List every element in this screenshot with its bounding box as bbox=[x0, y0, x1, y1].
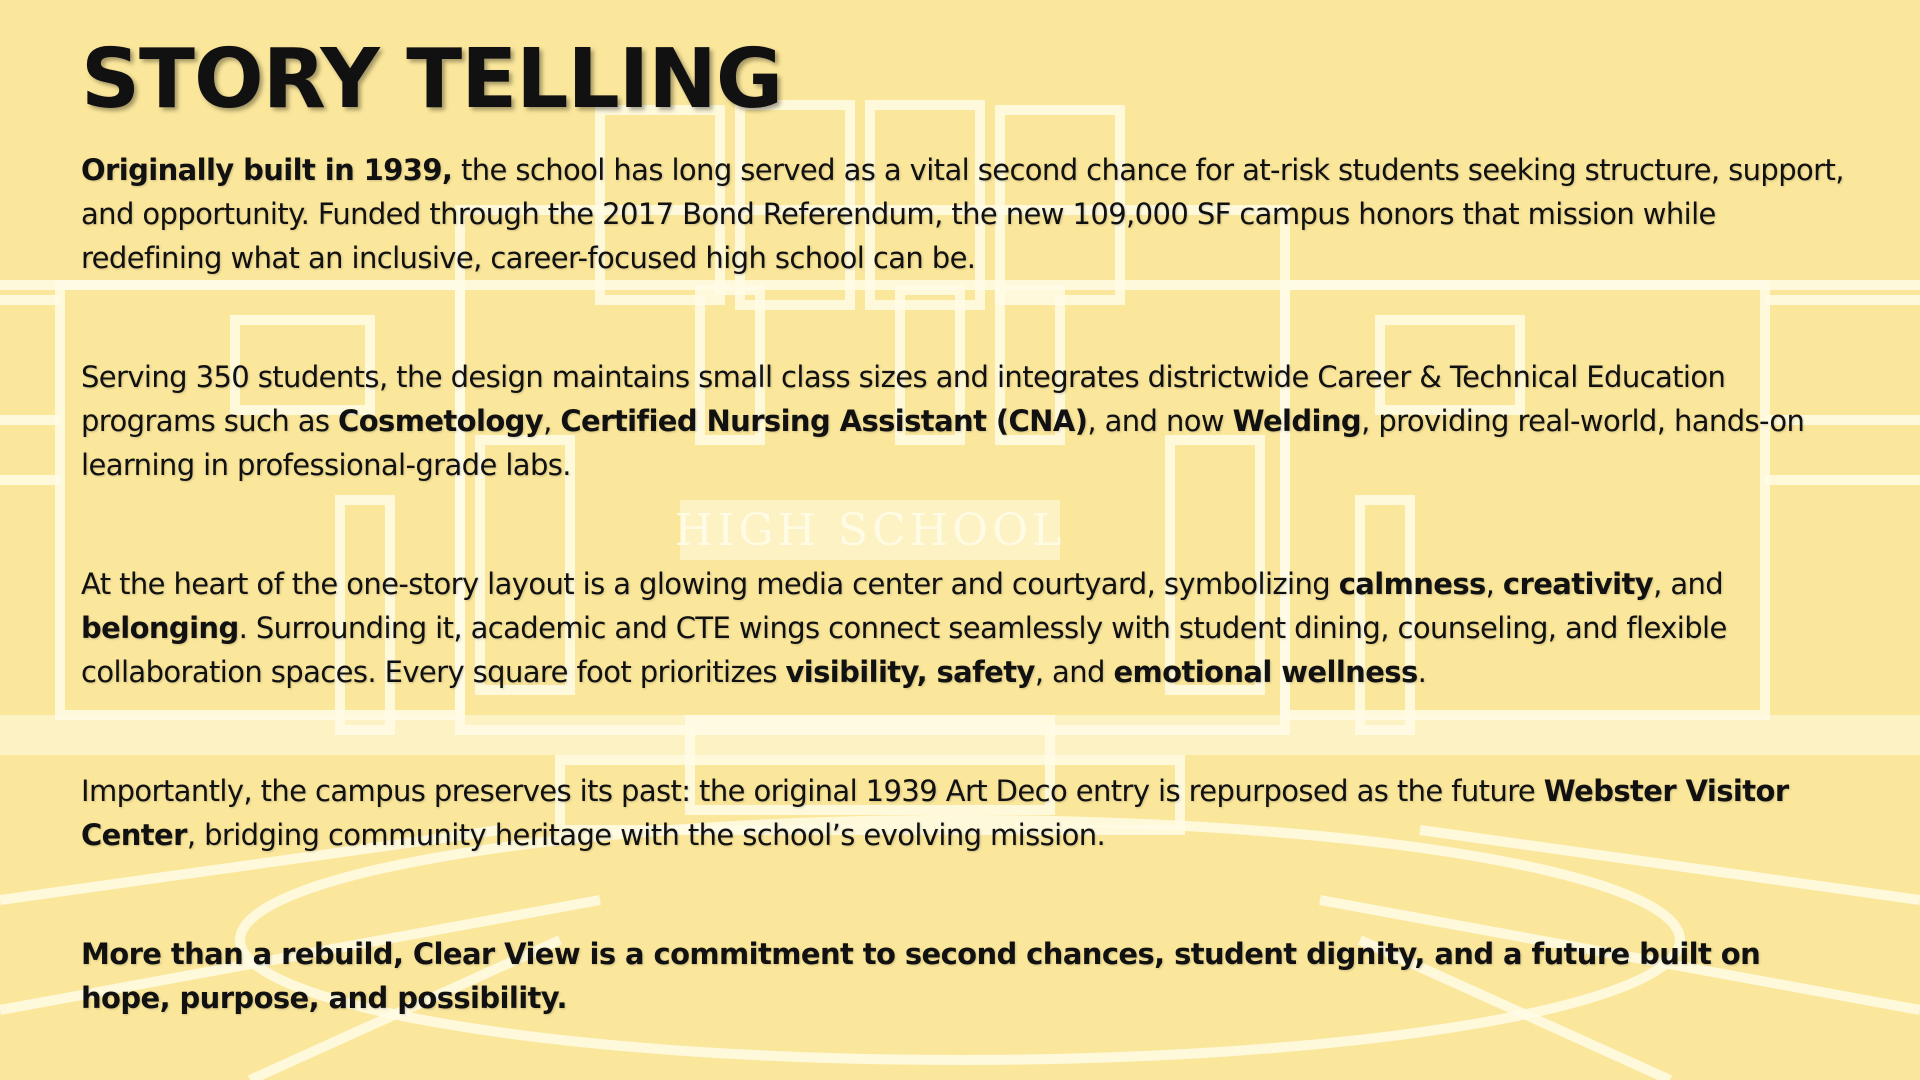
high-school-sign: HIGH SCHOOL bbox=[674, 505, 1066, 556]
text-span: . Surrounding it, academic and CTE wings connect seamlessly with student dining, counseling, and flexible collaboration spaces. Every square foot prioritizes bbox=[81, 611, 1727, 689]
text-span: Serving 350 students, the design maintains small class sizes and integrates districtwide Career & Technical Education programs such as bbox=[81, 360, 1726, 438]
emphasis-cna: Certified Nursing Assistant (CNA) bbox=[560, 404, 1088, 438]
emphasis-welding: Welding bbox=[1232, 404, 1362, 438]
text-span: , and bbox=[1034, 655, 1114, 689]
text-span: , bbox=[1485, 567, 1503, 601]
emphasis-belonging: belonging bbox=[81, 611, 239, 645]
emphasis-creativity: creativity bbox=[1502, 567, 1654, 601]
slide-content bbox=[81, 30, 1851, 1020]
text-span: At the heart of the one-story layout is a glowing media center and courtyard, symbolizing bbox=[81, 567, 1339, 601]
text-span: , and bbox=[1653, 567, 1724, 601]
paragraph-heritage bbox=[81, 769, 1851, 857]
text-span: , bbox=[543, 404, 561, 438]
paragraph-layout bbox=[81, 562, 1851, 694]
emphasis-webster-visitor-center: Webster Visitor Center bbox=[81, 774, 1789, 852]
paragraph-closing bbox=[81, 932, 1851, 1020]
text-span: . bbox=[1417, 655, 1427, 689]
paragraph-programs bbox=[81, 355, 1851, 487]
paragraph-history bbox=[81, 148, 1851, 280]
text-span: the school has long served as a vital second chance for at-risk students seeking structure, support, and opportunity. Funded through the 2017 Bond Referendum, the new 109,000 SF campus honors that mission while redefining what an inclusive, career-focused high school can be. bbox=[81, 153, 1844, 275]
emphasis-built-1939: Originally built in 1939, bbox=[81, 153, 453, 187]
emphasis-visibility-safety: visibility, safety bbox=[785, 655, 1035, 689]
slide-title: STORY TELLING bbox=[81, 32, 783, 127]
text-span: , bridging community heritage with the school’s evolving mission. bbox=[186, 818, 1106, 852]
emphasis-emotional-wellness: emotional wellness bbox=[1113, 655, 1418, 689]
emphasis-calmness: calmness bbox=[1338, 567, 1486, 601]
text-span: , and now bbox=[1087, 404, 1233, 438]
closing-statement: More than a rebuild, Clear View is a commitment to second chances, student dignity, and a future built on hope, purpose, and possibility. bbox=[81, 937, 1761, 1015]
text-span: Importantly, the campus preserves its past: the original 1939 Art Deco entry is repurposed as the future bbox=[81, 774, 1544, 808]
text-span: , providing real-world, hands-on learning in professional-grade labs. bbox=[81, 404, 1805, 482]
emphasis-cosmetology: Cosmetology bbox=[338, 404, 544, 438]
